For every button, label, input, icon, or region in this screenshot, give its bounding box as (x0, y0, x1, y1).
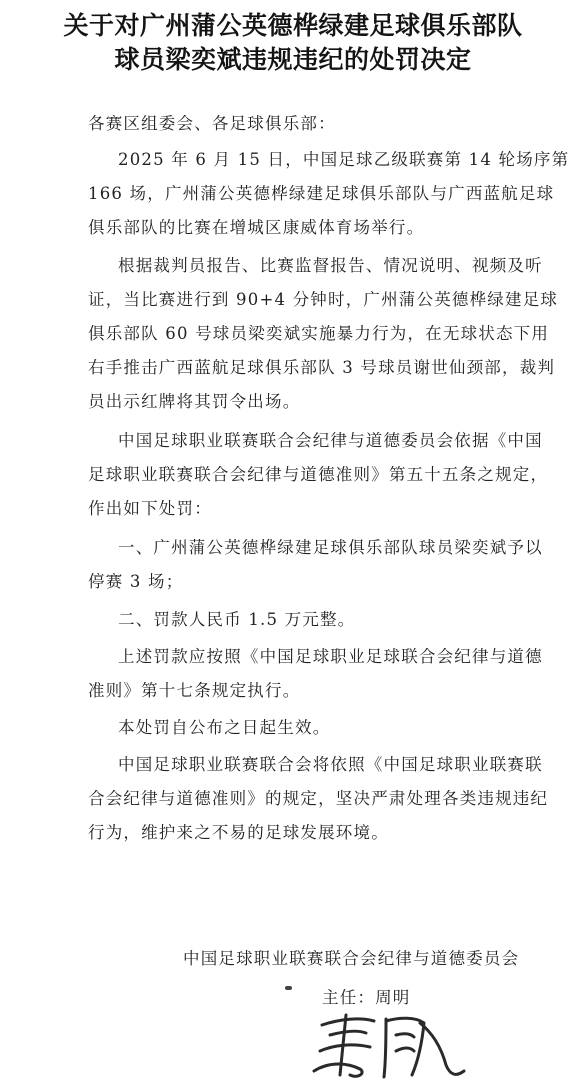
paragraph-6-line-3: 行为，维护来之不易的足球发展环境。 (88, 823, 389, 842)
penalty-1-line-1: 一、广州蒲公英德桦绿建足球俱乐部队球员梁奕斌予以 (118, 538, 543, 557)
paragraph-5: 本处罚自公布之日起生效。 (118, 718, 331, 737)
paragraph-2-line-1: 根据裁判员报告、比赛监督报告、情况说明、视频及听 (118, 256, 543, 275)
salutation: 各赛区组委会、各足球俱乐部： (88, 114, 336, 133)
paragraph-4-line-1: 上述罚款应按照《中国足球职业足球联合会纪律与道德 (118, 647, 543, 666)
paragraph-3-line-3: 作出如下处罚： (88, 499, 212, 518)
signatory-organization: 中国足球职业联赛联合会纪律与道德委员会 (183, 949, 520, 968)
paragraph-2-line-5: 员出示红牌将其罚令出场。 (88, 392, 301, 411)
paragraph-3-line-2: 足球职业联赛联合会纪律与道德准则》第五十五条之规定， (88, 465, 549, 484)
penalty-2: 二、罚款人民币 1.5 万元整。 (118, 610, 356, 629)
paragraph-2-line-2: 证，当比赛进行到 90+4 分钟时，广州蒲公英德桦绿建足球 (88, 290, 559, 309)
paragraph-6-line-1: 中国足球职业联赛联合会将依照《中国足球职业联赛联 (118, 755, 543, 774)
paragraph-2-line-4: 右手推击广西蓝航足球俱乐部队 3 号球员谢世仙颈部，裁判 (88, 358, 556, 377)
paragraph-2-line-3: 俱乐部队 60 号球员梁奕斌实施暴力行为，在无球状态下用 (88, 324, 550, 343)
penalty-1-line-2: 停赛 3 场； (88, 572, 184, 591)
paragraph-1-line-2: 166 场，广州蒲公英德桦绿建足球俱乐部队与广西蓝航足球 (88, 184, 555, 203)
paragraph-4-line-2: 准则》第十七条规定执行。 (88, 681, 301, 700)
paragraph-1-line-1: 2025 年 6 月 15 日，中国足球乙级联赛第 14 轮场序第 (118, 150, 570, 169)
paragraph-1-line-3: 俱乐部队的比赛在增城区康威体育场举行。 (88, 218, 425, 237)
scan-speck (285, 986, 292, 990)
document-title-line-1: 关于对广州蒲公英德桦绿建足球俱乐部队 (63, 11, 523, 40)
document-title-line-2: 球员梁奕斌违规违纪的处罚决定 (114, 45, 472, 74)
signatory-director: 主任：周明 (322, 988, 411, 1007)
paragraph-6-line-2: 合会纪律与道德准则》的规定，坚决严肃处理各类违规违纪 (88, 789, 549, 808)
handwritten-signature (300, 1005, 470, 1083)
paragraph-3-line-1: 中国足球职业联赛联合会纪律与道德委员会依据《中国 (118, 431, 543, 450)
